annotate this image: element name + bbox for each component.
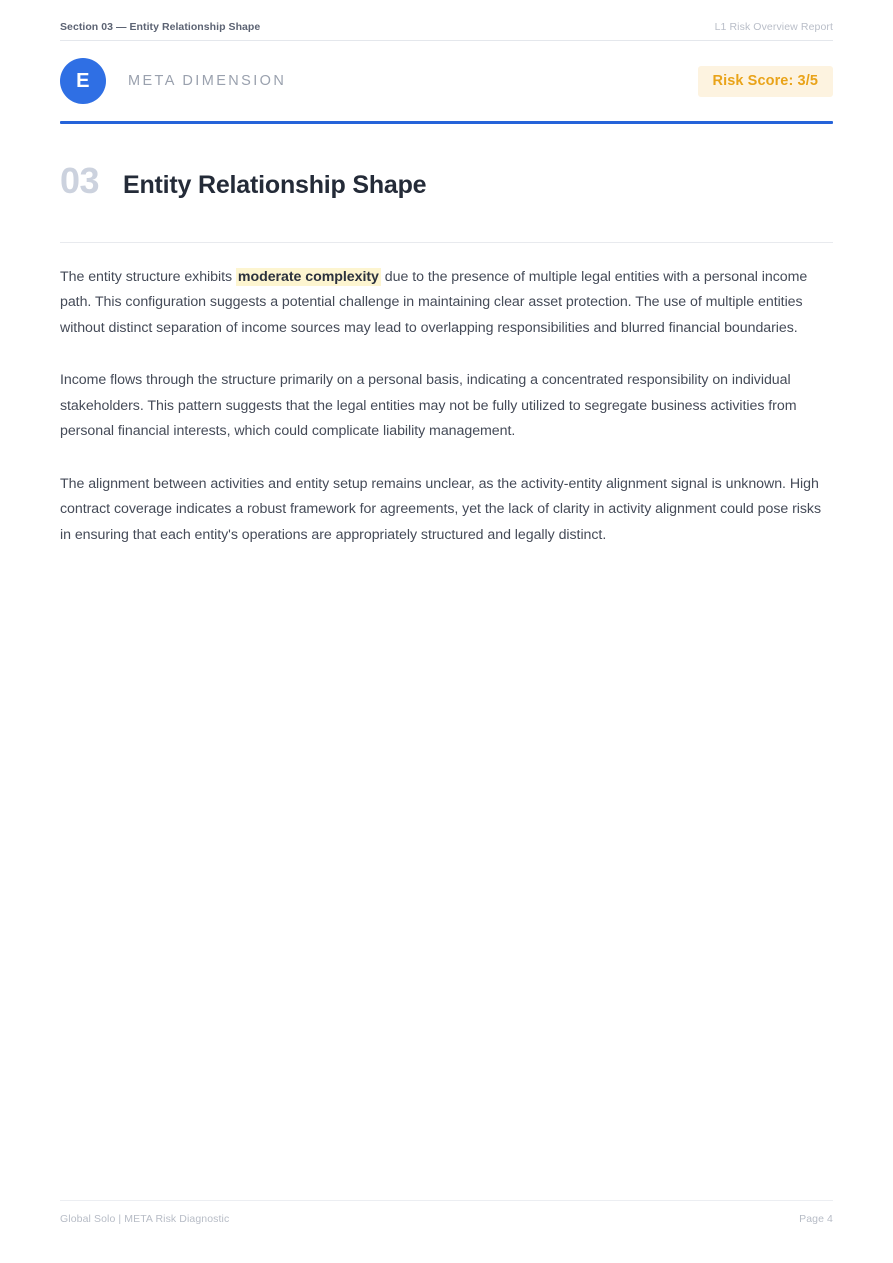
paragraph-1-lead: The entity structure exhibits bbox=[60, 268, 236, 285]
dimension-identity bbox=[60, 58, 286, 104]
page-footer bbox=[60, 1200, 833, 1225]
dimension-avatar: E bbox=[60, 58, 106, 104]
footer-page-number: Page 4 bbox=[799, 1213, 833, 1225]
body-copy bbox=[60, 265, 833, 549]
section-title-row bbox=[60, 156, 833, 215]
running-header bbox=[60, 0, 833, 41]
accent-divider bbox=[60, 121, 833, 124]
paragraph-2: Income flows through the structure primarily on a personal basis, indicating a concentrated responsibility on individual stakeholders. This pattern suggests that the legal entities may not be fully utilized to segregate business activities from personal financial interests, which could complicate liability management. bbox=[60, 372, 797, 439]
footer-brand: Global Solo | META Risk Diagnostic bbox=[60, 1213, 230, 1225]
dimension-row bbox=[60, 58, 833, 104]
title-divider bbox=[60, 242, 833, 243]
page-title: Entity Relationship Shape bbox=[123, 170, 427, 199]
paragraph-1 bbox=[60, 265, 833, 342]
paragraph-3: The alignment between activities and entity setup remains unclear, as the activity-entity alignment signal is unknown. High contract coverage indicates a robust framework for agreements, yet the lack of clarity in activity alignment could pose risks in ensuring that each entity's operations are appropriately structured and legally distinct. bbox=[60, 475, 822, 543]
section-number: 03 bbox=[60, 159, 100, 201]
running-header-report-label: L1 Risk Overview Report bbox=[714, 21, 833, 33]
dimension-label: META DIMENSION bbox=[128, 73, 287, 89]
risk-score-badge: Risk Score: 3/5 bbox=[698, 66, 833, 97]
paragraph-1-tail: due to the presence of multiple legal entities with a personal income path. This configuration suggests a potential challenge in maintaining clear asset protection. The use of multiple entities without distinct separation of income sources may lead to overlapping responsibilities and blurred financial boundaries. bbox=[60, 268, 808, 336]
highlight-moderate-complexity: moderate complexity bbox=[237, 268, 379, 285]
running-header-section-label: Section 03 — Entity Relationship Shape bbox=[60, 21, 261, 33]
